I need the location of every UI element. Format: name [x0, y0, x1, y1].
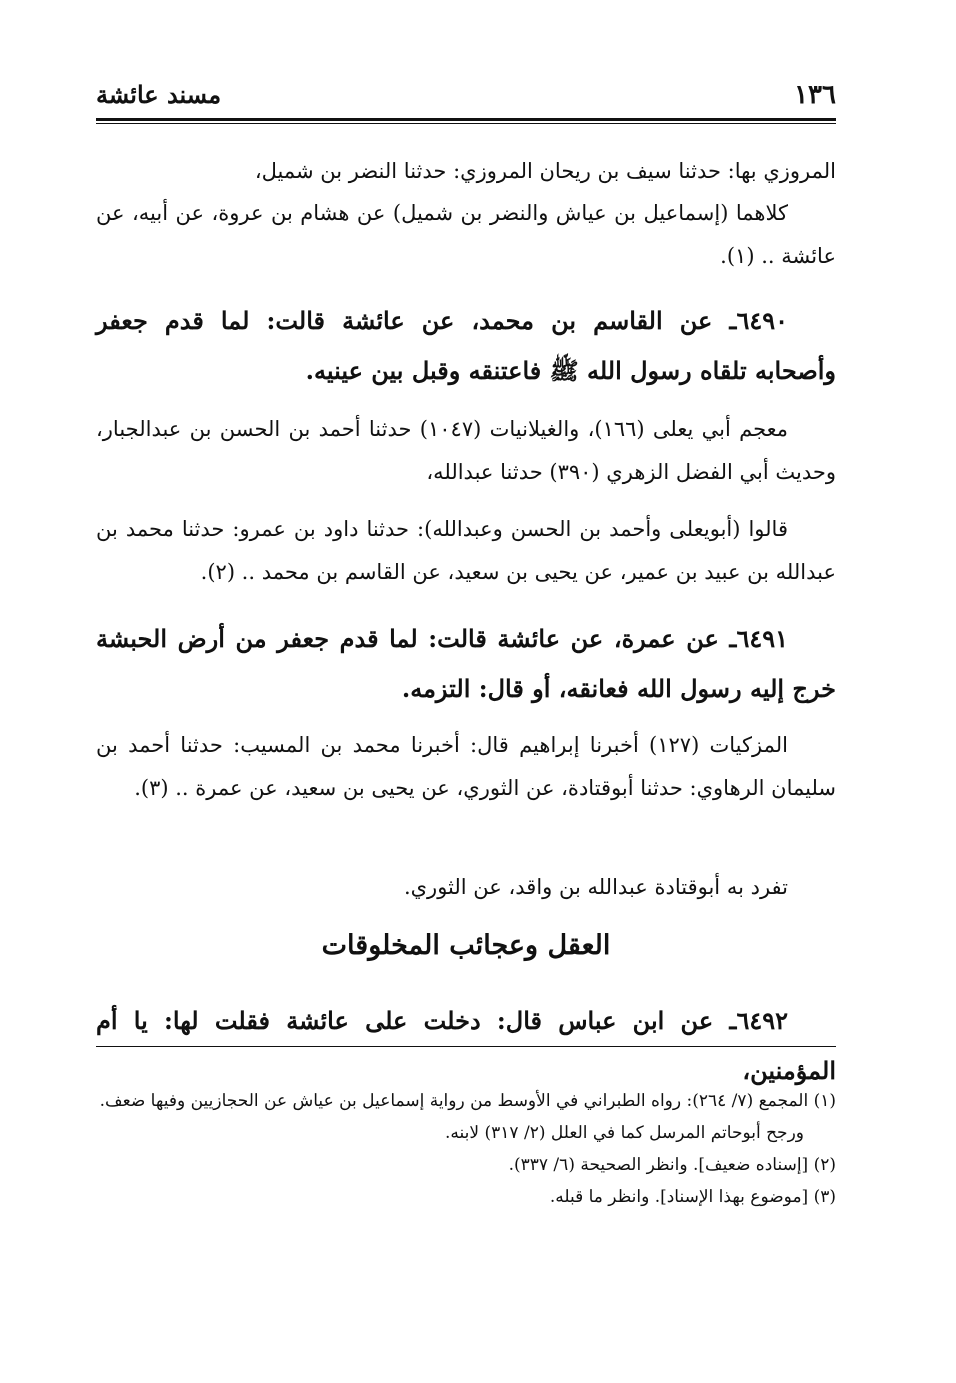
section-title: العقل وعجائب المخلوقات: [321, 930, 611, 961]
paragraph-3-block: [96, 408, 836, 494]
hadith-6492: ٦٤٩٢ـ عن ابن عباس قال: دخلت على عائشة فقلت لها: يا أم المؤمنين،: [96, 1006, 836, 1085]
paragraph-5: المزكيات (١٢٧) أخبرنا إبراهيم قال: أخبرنا محمد بن المسيب: حدثنا أحمد بن سليمان الرهاوي: حدثنا أبوقتادة، عن الثوري، عن يحيى بن سعيد، عن عمرة .. (٣).: [96, 733, 836, 800]
paragraph-5-block: [96, 724, 836, 810]
footnotes: [96, 1085, 836, 1213]
paragraph-3: معجم أبي يعلى (١٦٦)، والغيلانيات (١٠٤٧) حدثنا أحمد بن الحسن بن عبدالجبار، وحديث أبي الفضل الزهري (٣٩٠) حدثنا عبدالله،: [96, 417, 836, 484]
paragraph-6-block: [96, 866, 836, 909]
paragraph-4: قالوا (أبويعلى وأحمد بن الحسن وعبدالله): حدثنا داود بن عمرو: حدثنا محمد بن عبدالله بن عبيد بن عمير، عن يحيى بن سعيد، عن القاسم بن محمد .. (٢).: [96, 517, 836, 584]
paragraph-1-block: [96, 150, 836, 193]
hadith-6490-block: [96, 296, 836, 396]
page-number: ١٣٦: [794, 80, 836, 110]
hadith-6491-block: [96, 614, 836, 714]
hadith-6491: ٦٤٩١ـ عن عمرة، عن عائشة قالت: لما قدم جعفر من أرض الحبشة خرج إليه رسول الله فعانقه، أو قال: التزمه.: [96, 624, 836, 703]
page-header: [96, 78, 836, 114]
paragraph-6: تفرد به أبوقتادة عبدالله بن واقد، عن الثوري.: [403, 875, 788, 899]
paragraph-1: المروزي بها: حدثنا سيف بن ريحان المروزي: حدثنا النضر بن شميل،: [254, 159, 836, 183]
hadith-6490: ٦٤٩٠ـ عن القاسم بن محمد، عن عائشة قالت: لما قدم جعفر وأصحابه تلقاه رسول الله ﷺ فاعتنقه وقبل بين عينيه.: [96, 306, 836, 385]
footnote-3: (٣) [موضوع بهذا الإسناد]. وانظر ما قبله.: [549, 1187, 836, 1207]
header-rule: [96, 118, 836, 121]
paragraph-2-block: [96, 192, 836, 278]
footnote-separator: [96, 1046, 836, 1047]
paragraph-2: كلاهما (إسماعيل بن عياش والنضر بن شميل) عن هشام بن عروة، عن أبيه، عن عائشة .. (١).: [96, 201, 836, 268]
footnote-1-continued: ورجح أبوحاتم المرسل كما في العلل (٢/ ٣١٧) لابنه.: [445, 1123, 804, 1143]
header-rule-thin: [96, 123, 836, 124]
footnote-1: (١) المجمع (٧/ ٢٦٤): رواه الطبراني في الأوسط من رواية إسماعيل بن عياش عن الحجازيين وفيها ضعف.: [99, 1091, 836, 1111]
paragraph-4-block: [96, 508, 836, 594]
running-title: مسند عائشة: [96, 80, 222, 109]
footnote-2: (٢) [إسناده ضعيف]. وانظر الصحيحة (٦/ ٣٣٧).: [508, 1155, 836, 1175]
